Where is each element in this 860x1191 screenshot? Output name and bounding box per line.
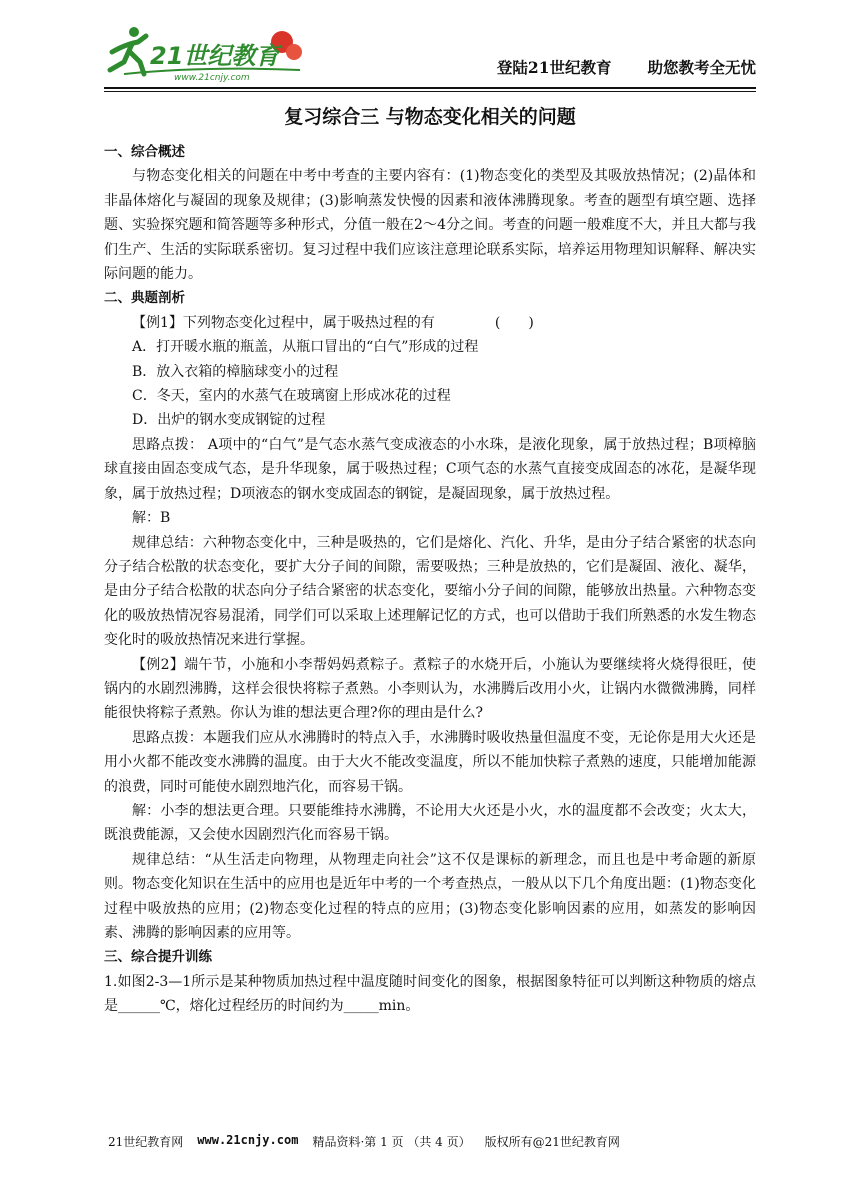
page-footer <box>108 1133 748 1150</box>
slogan-right: 助您教考全无忧 <box>647 58 756 77</box>
slogan-left: 登陆21世纪教育 <box>496 58 612 77</box>
logo-graphic <box>104 22 304 84</box>
page-header <box>104 18 756 86</box>
option-a: A．打开暖水瓶的瓶盖，从瓶口冒出的“白气”形成的过程 <box>132 339 479 356</box>
footer-page: 精品资料·第 1 页 （共 4 页） <box>312 1135 471 1149</box>
section-heading-examples: 二、典题剖析 <box>104 290 185 307</box>
footer-site: 21世纪教育网 <box>108 1135 184 1149</box>
header-slogan <box>497 56 756 78</box>
logo <box>104 22 304 84</box>
example1-question-text: 【例1】下列物态变化过程中，属于吸热过程的有 <box>132 314 435 331</box>
answer-paren: ( ) <box>494 314 534 331</box>
example2-summary: 规律总结：“从生活走向物理，从物理走向社会”这不仅是课标的新理念，而且也是中考命题的新原则。物态变化知识在生活中的应用也是近年中考的一个考查热点，一般从以下几个角度出题：(1)物态变化过程中吸放热的应用；(2)物态变化过程的特点的应用；(3)物态变化影响因素的应用，如蒸发的影响因素、沸腾的影响因素的应用等。 <box>104 851 756 941</box>
example1-question <box>104 311 756 335</box>
section-heading-practice: 三、综合提升训练 <box>104 949 212 966</box>
overview-paragraph: 与物态变化相关的问题在中考中考查的主要内容有：(1)物态变化的类型及其吸放热情况；(2)晶体和非晶体熔化与凝固的现象及规律；(3)影响蒸发快慢的因素和液体沸腾现象。考查的题型有填空题、选择题、实验探究题和简答题等多种形式，分值一般在2～4分之间。考查的问题一般难度不大，并且大都与我们生产、生活的实际联系密切。复习过程中我们应该注意理论联系实际，培养运用物理知识解释、解决实际问题的能力。 <box>104 168 756 283</box>
example2-question: 【例2】端午节，小施和小李帮妈妈煮粽子。煮粽子的水烧开后，小施认为要继续将火烧得很旺，使锅内的水剧烈沸腾，这样会很快将粽子煮熟。小李则认为，水沸腾后改用小火，让锅内水微微沸腾，同样能很快将粽子煮熟。你认为谁的想法更合理?你的理由是什么? <box>104 656 756 722</box>
header-rule-thin <box>104 91 756 92</box>
section-heading-overview: 一、综合概述 <box>104 144 185 160</box>
header-rule <box>104 87 756 89</box>
footer-url: www.21cnjy.com <box>197 1133 299 1147</box>
logo-text: 21世纪教育 <box>150 42 280 70</box>
page-title: 复习综合三 与物态变化相关的问题 <box>284 106 576 128</box>
logo-url: www.21cnjy.com <box>174 73 250 83</box>
footer-copyright: 版权所有@21世纪教育网 <box>484 1135 620 1149</box>
practice-question-1: 1.如图2-3—1所示是某种物质加热过程中温度随时间变化的图象，根据图象特征可以判断这种物质的熔点是______℃，熔化过程经历的时间约为_____min。 <box>104 973 756 1015</box>
option-d: D．出炉的钢水变成钢锭的过程 <box>132 412 326 429</box>
example2-hint: 思路点拨：本题我们应从水沸腾时的特点入手，水沸腾时吸收热量但温度不变，无论你是用大火还是用小火都不能改变水沸腾的温度。由于大火不能改变温度，所以不能加快粽子煮熟的速度，只能增加能源的浪费，同时可能使水剧烈地汽化，而容易干锅。 <box>104 729 756 795</box>
example1-summary: 规律总结：六种物态变化中，三种是吸热的，它们是熔化、汽化、升华，是由分子结合紧密的状态向分子结合松散的状态变化，要扩大分子间的间隙，需要吸热；三种是放热的，它们是凝固、液化、凝华，是由分子结合松散的状态向分子结合紧密的状态变化，要缩小分子间的间隙，能够放出热量。六种物态变化的吸放热情况容易混淆，同学们可以采取上述理解记忆的方式，也可以借助于我们所熟悉的水发生物态变化时的吸放热情况来进行掌握。 <box>104 534 756 649</box>
example1-hint: 思路点拨： A项中的“白气”是气态水蒸气变成液态的小水珠，是液化现象，属于放热过程；B项樟脑球直接由固态变成气态，是升华现象，属于吸热过程；C项气态的水蒸气直接变成固态的冰花，是凝华现象，属于放热过程；D项液态的钢水变成固态的钢锭，是凝固现象，属于放热过程。 <box>104 436 756 502</box>
option-b: B．放入衣箱的樟脑球变小的过程 <box>132 363 339 380</box>
example2-answer: 解：小李的想法更合理。只要能维持水沸腾，不论用大火还是小火，水的温度都不会改变；火太大，既浪费能源，又会使水因剧烈汽化而容易干锅。 <box>104 802 756 844</box>
example1-answer: 解：B <box>132 510 171 527</box>
option-c: C．冬天，室内的水蒸气在玻璃窗上形成冰花的过程 <box>132 388 451 405</box>
document-body <box>104 94 756 1019</box>
